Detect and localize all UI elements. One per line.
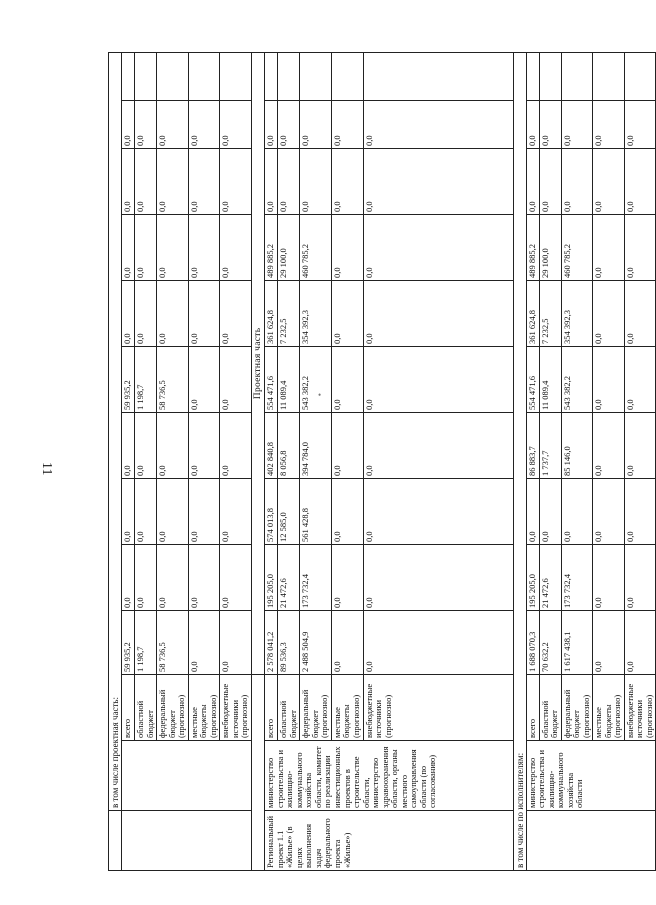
amount-cell: 0,0 xyxy=(157,149,189,215)
amount-cell: 29 100,0 xyxy=(278,215,300,281)
amount-cell: 0,0 xyxy=(220,101,252,149)
amount-cell: 21 472,6 xyxy=(539,545,561,611)
amount-cell: 0,0 xyxy=(331,545,363,611)
amount-cell: 460 785,2 xyxy=(561,215,593,281)
amount-cell: 354 392,3 xyxy=(561,281,593,347)
amount-cell: 1 688 070,3 xyxy=(526,611,539,675)
amount-cell: 1 617 438,1 xyxy=(561,611,593,675)
amount-cell: 0,0 xyxy=(135,149,157,215)
amount-cell: 59 935,2 xyxy=(122,347,135,413)
section-header-blank xyxy=(109,811,122,871)
amount-cell: 0,0 xyxy=(188,101,220,149)
amount-cell: 0,0 xyxy=(300,149,332,215)
funding-source-cell: федеральный бюджет (прогнозно) xyxy=(157,675,189,741)
amount-cell: 12 585,0 xyxy=(278,479,300,545)
amount-cell: 543 382,2 xyxy=(300,347,332,413)
amount-cell: 489 885,2 xyxy=(526,215,539,281)
amount-cell: 0,0 xyxy=(526,149,539,215)
section-header-row xyxy=(513,52,526,870)
empty-cell xyxy=(157,52,189,100)
amount-cell: 0,0 xyxy=(188,347,220,413)
amount-cell: 0,0 xyxy=(593,479,625,545)
amount-cell: 89 536,3 xyxy=(278,611,300,675)
amount-cell: 195 205,0 xyxy=(265,545,278,611)
section-header-row xyxy=(251,52,265,870)
budget-table-frame xyxy=(108,53,654,871)
amount-cell: 354 392,3 xyxy=(300,281,332,347)
amount-cell: 489 885,2 xyxy=(265,215,278,281)
amount-cell: 0,0 xyxy=(593,281,625,347)
amount-cell: 394 784,0 xyxy=(300,413,332,479)
empty-cell xyxy=(526,52,539,100)
amount-cell: 7 232,5 xyxy=(278,281,300,347)
empty-cell xyxy=(561,52,593,100)
page-number: 11 xyxy=(39,462,54,476)
amount-cell: 1 737,7 xyxy=(539,413,561,479)
amount-cell: 0,0 xyxy=(526,479,539,545)
executor-cell: министерство строительства и жилищно-коммунального хозяйства области, комитет по реализации инвестиционных проектов в строительстве области, министерство здравоохранения области, органы местного самоуправления области (по согласованию) xyxy=(265,741,513,811)
amount-cell: 11 089,4 xyxy=(278,347,300,413)
table-row xyxy=(526,52,539,870)
amount-cell: 0,0 xyxy=(220,413,252,479)
amount-cell: 0,0 xyxy=(624,347,656,413)
empty-cell xyxy=(363,52,513,100)
amount-cell: 0,0 xyxy=(624,101,656,149)
amount-cell: 0,0 xyxy=(593,215,625,281)
amount-cell: 0,0 xyxy=(363,149,513,215)
amount-cell: 0,0 xyxy=(135,281,157,347)
amount-cell: 0,0 xyxy=(363,215,513,281)
empty-cell xyxy=(135,52,157,100)
amount-cell: 0,0 xyxy=(157,281,189,347)
amount-cell: 0,0 xyxy=(220,479,252,545)
amount-cell: 0,0 xyxy=(220,545,252,611)
funding-source-cell: местные бюджеты (прогнозно) xyxy=(188,675,220,741)
funding-source-cell: местные бюджеты (прогнозно) xyxy=(331,675,363,741)
empty-cell xyxy=(188,52,220,100)
amount-cell: 0,0 xyxy=(220,611,252,675)
empty-cell xyxy=(331,52,363,100)
section-header-row xyxy=(109,52,122,870)
program-cell xyxy=(526,811,656,871)
amount-cell: 21 472,6 xyxy=(278,545,300,611)
amount-cell: 0,0 xyxy=(624,215,656,281)
amount-cell: 0,0 xyxy=(331,413,363,479)
amount-cell: 0,0 xyxy=(278,149,300,215)
amount-cell: 0,0 xyxy=(331,611,363,675)
amount-cell: 0,0 xyxy=(363,545,513,611)
empty-cell xyxy=(122,52,135,100)
amount-cell: 0,0 xyxy=(539,101,561,149)
amount-cell: 0,0 xyxy=(135,413,157,479)
funding-source-cell: внебюджетные источники (прогнозно) xyxy=(624,675,656,741)
amount-cell: 0,0 xyxy=(122,215,135,281)
amount-cell: 0,0 xyxy=(122,281,135,347)
amount-cell: 361 624,8 xyxy=(526,281,539,347)
amount-cell: 0,0 xyxy=(593,545,625,611)
empty-cell xyxy=(220,52,252,100)
amount-cell: 85 146,0 xyxy=(561,413,593,479)
amount-cell: 0,0 xyxy=(593,149,625,215)
amount-cell: 0,0 xyxy=(122,545,135,611)
empty-cell xyxy=(278,52,300,100)
amount-cell: 1 198,7 xyxy=(135,611,157,675)
amount-cell: 0,0 xyxy=(561,149,593,215)
amount-cell: 11 089,4 xyxy=(539,347,561,413)
amount-cell: 0,0 xyxy=(624,479,656,545)
funding-source-cell: областной бюджет xyxy=(278,675,300,741)
amount-cell: 0,0 xyxy=(122,101,135,149)
amount-cell: 0,0 xyxy=(188,149,220,215)
amount-cell: 0,0 xyxy=(331,281,363,347)
amount-cell: 0,0 xyxy=(278,101,300,149)
section-header-blank xyxy=(251,675,265,871)
amount-cell: 0,0 xyxy=(363,413,513,479)
amount-cell: 0,0 xyxy=(331,347,363,413)
amount-cell: 0,0 xyxy=(122,413,135,479)
funding-source-cell: областной бюджет xyxy=(539,675,561,741)
amount-cell: 460 785,2 xyxy=(300,215,332,281)
amount-cell: 0,0 xyxy=(188,479,220,545)
amount-cell: 70 632,2 xyxy=(539,611,561,675)
amount-cell: 0,0 xyxy=(265,149,278,215)
funding-source-cell: федеральный бюджет (прогнозно) xyxy=(300,675,332,741)
amount-cell: 0,0 xyxy=(363,347,513,413)
section-label: в том числе проектная часть: xyxy=(109,52,122,810)
amount-cell: 0,0 xyxy=(188,215,220,281)
program-cell xyxy=(122,811,252,871)
amount-cell: 0,0 xyxy=(188,611,220,675)
empty-cell xyxy=(593,52,625,100)
amount-cell: 0,0 xyxy=(331,149,363,215)
funding-source-cell: федеральный бюджет (прогнозно) xyxy=(561,675,593,741)
amount-cell: 561 428,8 xyxy=(300,479,332,545)
amount-cell: 0,0 xyxy=(331,215,363,281)
amount-cell: 86 883,7 xyxy=(526,413,539,479)
amount-cell: 0,0 xyxy=(624,149,656,215)
amount-cell: 0,0 xyxy=(265,101,278,149)
executor-cell xyxy=(122,741,252,811)
amount-cell: 0,0 xyxy=(539,479,561,545)
amount-cell: 0,0 xyxy=(135,215,157,281)
amount-cell: 58 736,5 xyxy=(157,611,189,675)
amount-cell: 0,0 xyxy=(157,215,189,281)
amount-cell: 0,0 xyxy=(122,479,135,545)
amount-cell: 0,0 xyxy=(624,611,656,675)
amount-cell: 0,0 xyxy=(157,479,189,545)
funding-source-cell: внебюджетные источники (прогнозно) xyxy=(363,675,513,741)
scan-speck: • xyxy=(318,390,322,400)
amount-cell: 0,0 xyxy=(363,479,513,545)
amount-cell: 0,0 xyxy=(593,413,625,479)
amount-cell: 0,0 xyxy=(220,215,252,281)
amount-cell: 0,0 xyxy=(624,413,656,479)
empty-cell xyxy=(539,52,561,100)
amount-cell: 0,0 xyxy=(220,281,252,347)
amount-cell: 0,0 xyxy=(188,545,220,611)
program-cell: Региональный проект 1.1 «Жилье» (в целях выполнения задач федерального проекта «Жилье») xyxy=(265,811,513,871)
amount-cell: 0,0 xyxy=(331,101,363,149)
amount-cell: 2 488 504,9 xyxy=(300,611,332,675)
amount-cell: 0,0 xyxy=(561,101,593,149)
amount-cell: 8 056,8 xyxy=(278,413,300,479)
amount-cell: 554 471,6 xyxy=(265,347,278,413)
rotated-table-wrapper xyxy=(108,53,654,871)
amount-cell: 402 840,8 xyxy=(265,413,278,479)
amount-cell: 0,0 xyxy=(300,101,332,149)
section-title: Проектная часть xyxy=(251,52,265,674)
amount-cell: 7 232,5 xyxy=(539,281,561,347)
amount-cell: 0,0 xyxy=(220,347,252,413)
budget-table xyxy=(108,52,656,871)
amount-cell: 0,0 xyxy=(593,101,625,149)
amount-cell: 0,0 xyxy=(363,281,513,347)
funding-source-cell: внебюджетные источники (прогнозно) xyxy=(220,675,252,741)
funding-source-cell: всего xyxy=(265,675,278,741)
amount-cell: 0,0 xyxy=(593,611,625,675)
amount-cell: 554 471,6 xyxy=(526,347,539,413)
amount-cell: 0,0 xyxy=(135,479,157,545)
amount-cell: 0,0 xyxy=(188,281,220,347)
amount-cell: 0,0 xyxy=(363,611,513,675)
budget-table-body xyxy=(109,52,656,870)
amount-cell: 173 732,4 xyxy=(561,545,593,611)
amount-cell: 0,0 xyxy=(363,101,513,149)
amount-cell: 0,0 xyxy=(220,149,252,215)
amount-cell: 543 382,2 xyxy=(561,347,593,413)
amount-cell: 58 736,5 xyxy=(157,347,189,413)
amount-cell: 361 624,8 xyxy=(265,281,278,347)
table-row xyxy=(265,52,278,870)
amount-cell: 0,0 xyxy=(122,149,135,215)
amount-cell: 173 732,4 xyxy=(300,545,332,611)
amount-cell: 1 198,7 xyxy=(135,347,157,413)
amount-cell: 0,0 xyxy=(624,281,656,347)
amount-cell: 195 205,0 xyxy=(526,545,539,611)
amount-cell: 0,0 xyxy=(624,545,656,611)
section-label: в том числе по исполнителям: xyxy=(513,52,526,870)
amount-cell: 0,0 xyxy=(157,101,189,149)
empty-cell xyxy=(624,52,656,100)
funding-source-cell: местные бюджеты (прогнозно) xyxy=(593,675,625,741)
amount-cell: 0,0 xyxy=(135,101,157,149)
amount-cell: 0,0 xyxy=(561,479,593,545)
amount-cell: 574 013,8 xyxy=(265,479,278,545)
amount-cell: 59 935,2 xyxy=(122,611,135,675)
amount-cell: 0,0 xyxy=(526,101,539,149)
table-row xyxy=(122,52,135,870)
amount-cell: 0,0 xyxy=(188,413,220,479)
empty-cell xyxy=(300,52,332,100)
empty-cell xyxy=(265,52,278,100)
amount-cell: 0,0 xyxy=(157,413,189,479)
amount-cell: 0,0 xyxy=(157,545,189,611)
funding-source-cell: всего xyxy=(526,675,539,741)
amount-cell: 0,0 xyxy=(331,479,363,545)
amount-cell: 0,0 xyxy=(539,149,561,215)
amount-cell: 29 100,0 xyxy=(539,215,561,281)
funding-source-cell: всего xyxy=(122,675,135,741)
amount-cell: 0,0 xyxy=(135,545,157,611)
amount-cell: 2 578 041,2 xyxy=(265,611,278,675)
funding-source-cell: областной бюджет xyxy=(135,675,157,741)
amount-cell: 0,0 xyxy=(593,347,625,413)
executor-cell: министерство строительства и жилищно-коммунального хозяйства области xyxy=(526,741,656,811)
